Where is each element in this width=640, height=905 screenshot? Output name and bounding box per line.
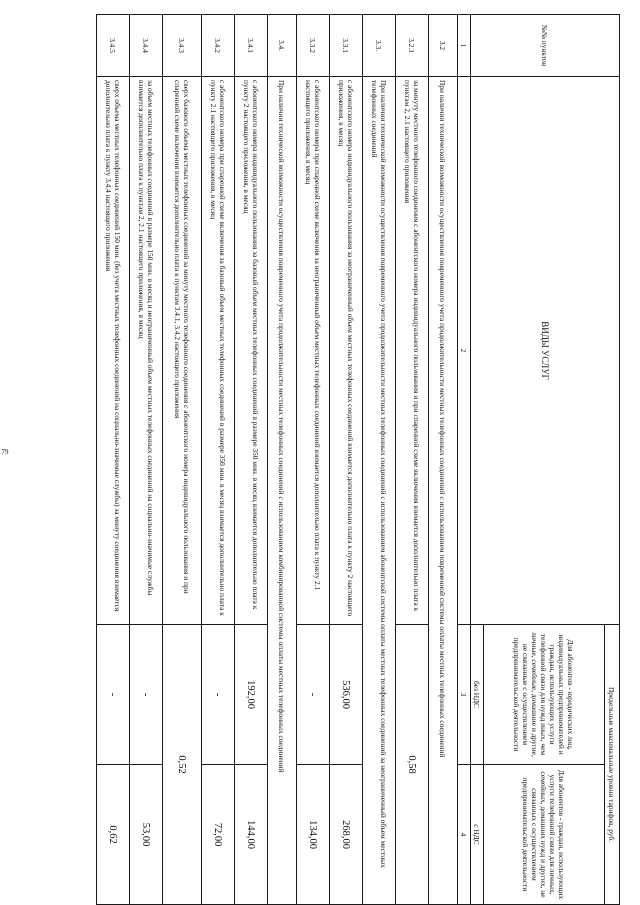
row-num: 3.2.1 (396, 15, 429, 77)
row-num: 3.4. (268, 15, 297, 77)
table-row (268, 15, 297, 905)
row-value-without-vat: 192,00 (235, 625, 268, 765)
row-text: с абонентского номера индивидуального пользования за неограниченный объем местных телефонных соединений взимается дополнительно плата к пункту 2 настоящего приложения, в месяц (330, 77, 363, 625)
table-row (235, 15, 268, 905)
table-row (130, 15, 163, 905)
row-value-with-vat: 144,00 (235, 765, 268, 905)
col-index-4: 4 (458, 765, 471, 905)
row-value-with-vat: 72,00 (202, 765, 235, 905)
col-header-num: №№ пунктов (471, 15, 620, 77)
col-header-citizens: Для абонентов - граждан, использующих услуги телефонной связи для личных, семейных, домашних нужд и других, не связанных с осуществлением предпринимательской деятельности (484, 765, 605, 905)
row-value-with-vat: 268,00 (330, 765, 363, 905)
row-value-with-vat: 0,62 (97, 765, 130, 905)
row-value-without-vat: - (97, 625, 130, 765)
col-index-1: 1 (458, 15, 471, 77)
row-num: 3.4.2 (202, 15, 235, 77)
table-row (363, 15, 396, 905)
row-text: сверх базового объема местных телефонных соединений за минуту местного телефонного соединения с абонентского номера индивидуального пользования и при спаренной схеме включения взимается дополнительно плата к пунктам 3.4.1, 3.4.2 настоящего приложения (163, 77, 202, 625)
row-num: 3.3.1 (330, 15, 363, 77)
row-num: 3.4.1 (235, 15, 268, 77)
col-index-2: 2 (458, 77, 471, 625)
row-value-with-vat: 53,00 (130, 765, 163, 905)
col-header-services: ВИДЫ УСЛУГ (471, 77, 620, 625)
page-number: 79 (1, 448, 9, 456)
row-text: с абонентского номера при спаренной схеме включения за базовый объем местных телефонных соединений в размере 350 мин. в месяц взимается дополнительно плата к пункту 2.1 настоящего приложения, в месяц (202, 77, 235, 625)
col-header-legal: Для абонентов - юридических лиц, индивидуальных предпринимателей и граждан, использующих услуги телефонной связи для нужд иных, чем личные, семейные, домашние и другие, не связанные с осуществлением предпринимательской деятельности (484, 625, 605, 765)
row-section-text: При наличии технической возможности осуществления повременного учета продолжительности местных телефонных соединений с использованием абонентской системы оплаты местных телефонных соединений за неограниченный объем местных телефонных соединений (363, 77, 396, 905)
row-value-without-vat: - (297, 625, 330, 765)
table-row (330, 15, 363, 905)
row-text: сверх объема местных телефонных соединений 150 мин. (без учета местных телефонных соединений на социально-значимые службы) за минуту соединения взимается дополнительно плата к пункту 3.4.4 настоящего приложения (97, 77, 130, 625)
row-num: 3.2 (429, 15, 458, 77)
col-header-limit: Предельные максимальные уровни тарифов, руб. (605, 625, 620, 905)
table-row (97, 15, 130, 905)
row-num: 3.4.4 (130, 15, 163, 77)
col-index-3: 3 (458, 625, 471, 765)
col-header-with-vat: с НДС (471, 765, 484, 905)
row-value-without-vat: 536,00 (330, 625, 363, 765)
tariff-table-container (30, 14, 620, 904)
table-row (163, 15, 202, 905)
row-num: 3.3. (363, 15, 396, 77)
row-text: с абонентского номера при спаренной схеме включения за неограниченный объем местных телефонных соединений взимается дополнительно плата к пункту 2.1 настоящего приложения, в месяц (297, 77, 330, 625)
row-section-text: При наличии технической возможности осуществления повременного учета продолжительности местных телефонных соединений с использованием комбинированной системы оплаты местных телефонных соединений (268, 77, 297, 905)
table-row (429, 15, 458, 905)
row-text: за минуту местного телефонного соединения с абонентского номера индивидуального пользования и при спаренной схеме включения взимается дополнительно плата к пунктам 2, 2.1 настоящего приложения (396, 77, 429, 625)
table-row (202, 15, 235, 905)
col-header-without-vat: без НДС (471, 625, 484, 765)
row-num: 3.4.5 (97, 15, 130, 77)
row-num: 3.4.3 (163, 15, 202, 77)
row-value-merged: 0,58 (396, 625, 429, 905)
row-text: за объем местных телефонных соединений в размере 150 мин. в месяц и неограниченный объем местных телефонных соединений на социально-значимые службы взимается дополнительно плата к пунктам 2, 2.1 настоящего приложения, в месяц (130, 77, 163, 625)
row-text: с абонентского номера индивидуального пользования за базовый объем местных телефонных соединений в размере 350 мин. в месяц взимается дополнительно плата к пункту 2 настоящего приложения, в месяц (235, 77, 268, 625)
tariff-table (96, 14, 620, 905)
row-value-merged: 0,52 (163, 625, 202, 905)
row-value-without-vat: - (202, 625, 235, 765)
row-section-text: При наличии технической возможности осуществления повременного учета продолжительности местных телефонных соединений с использованием повременной системы оплаты местных телефонных соединений (429, 77, 458, 905)
row-value-without-vat: - (130, 625, 163, 765)
table-row (297, 15, 330, 905)
row-value-with-vat: 134,00 (297, 765, 330, 905)
row-num: 3.3.2 (297, 15, 330, 77)
table-row (396, 15, 429, 905)
